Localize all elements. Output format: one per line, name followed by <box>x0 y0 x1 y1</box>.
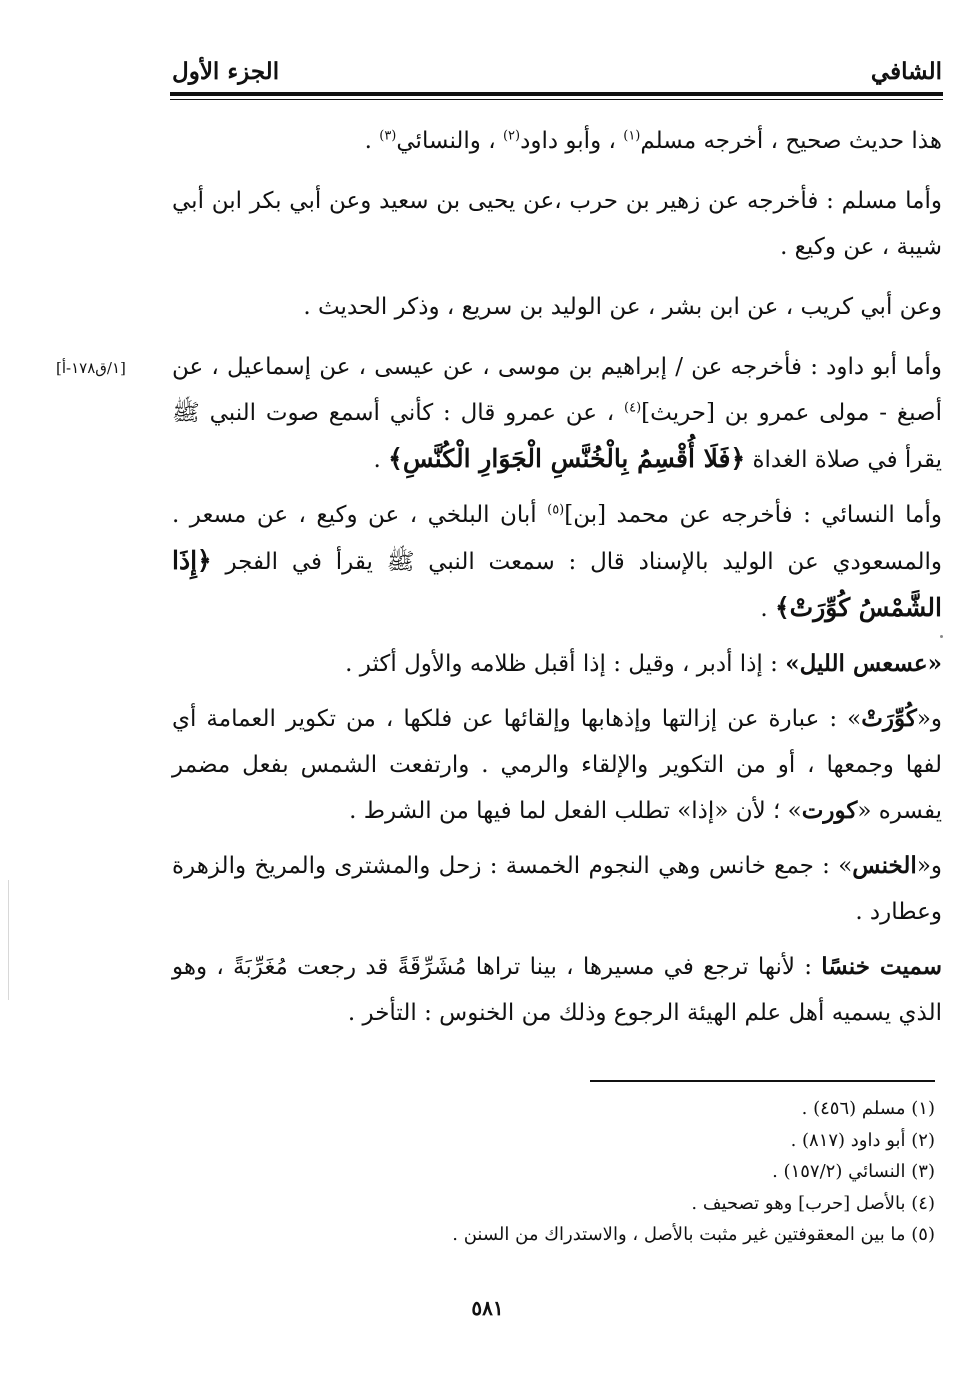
glossed-term: كُوِّرَتْ <box>861 705 917 732</box>
paragraph-text: ، والنسائي <box>396 128 503 154</box>
paragraph-text: وأما أبو داود : فأخرجه عن / إبراهيم بن موسى ، عن عيسى ، عن إسماعيل ، عن أصبغ - مولى عمرو بن [حريث] <box>172 354 942 426</box>
footnote-3: (٣) النسائي (١٥٧/٢) . <box>772 1161 935 1182</box>
footnote-ref-3[interactable]: (٣) <box>379 128 397 144</box>
paragraph-text: هذا حديث صحيح ، أخرجه مسلم <box>640 128 942 154</box>
paragraph-text: : إذا أدبر ، وقيل : إذا أقبل ظلامه والأول أكثر . <box>345 651 786 677</box>
footnote-ref-1[interactable]: (١) <box>623 128 641 144</box>
paragraph-1 <box>172 118 942 164</box>
paragraph-text: أبان البلخي ، عن وكيع ، عن مسعر . والمسعودي عن الوليد بالإسناد قال : سمعت النبي ﷺ يقرأ في الفجر <box>172 502 942 575</box>
header-rule-thin <box>170 99 943 100</box>
scan-speck <box>940 635 943 638</box>
running-header-volume: الجزء الأول <box>172 58 280 85</box>
footnote-separator <box>590 1080 935 1082</box>
running-header-book-title: الشافي <box>870 58 942 85</box>
paragraph-9 <box>172 944 942 1036</box>
quran-verse: ﴿إِذَا الشَّمْسُ كُوِّرَتْ﴾ <box>172 546 942 622</box>
paragraph-7 <box>172 696 942 834</box>
main-text <box>172 118 942 1045</box>
footnote-ref-5[interactable]: (٥) <box>547 502 565 518</box>
paragraph-text: . <box>364 128 380 154</box>
manuscript-folio-marker: [١/ق١٧٨-أ] <box>56 359 126 377</box>
paragraph-6 <box>172 641 942 687</box>
page-number: ٥٨١ <box>471 1296 504 1320</box>
paragraph-text: و« <box>916 853 942 879</box>
paragraph-text: : لأنها ترجع في مسيرها ، بينا تراها مُشَرِّقَةً قد رجعت مُغَرِّبَةً ، وهو الذي يسميه أهل علم الهيئة الرجوع وذلك من الخنوس : التأخر . <box>172 954 942 1026</box>
paragraph-5 <box>172 492 942 632</box>
footnote-ref-4[interactable]: (٤) <box>624 400 642 416</box>
quran-verse: ﴿فَلَا أُقْسِمُ بِالْخُنَّسِ الْجَوَارِ الْكُنَّسِ﴾ <box>388 444 746 473</box>
paragraph-text: » ؛ لأن «إذا» تطلب الفعل لما فيها من الشرط . <box>349 798 802 824</box>
paragraph-2: وأما مسلم : فأخرجه عن زهير بن حرب ،عن يحيى بن سعيد وعن أبي بكر ابن أبي شيبة ، عن وكيع . <box>172 188 942 260</box>
glossed-term: كورت <box>801 797 858 824</box>
glossed-term: الخنس <box>852 852 917 879</box>
footnote-4: (٤) بالأصل [حرب] وهو تصحيف . <box>691 1192 935 1214</box>
paragraph-text: » : عبارة عن إزالتها وإذهابها وإلقائها عن فلكها ، من تكوير العمامة أي لفها وجمعها ، أو من التكوير والإلقاء والرمي . وارتفعت الشمس بفعل مضمر يفسره « <box>172 706 942 824</box>
paragraph-text: . <box>373 447 389 473</box>
paragraph-text: و« <box>916 706 942 732</box>
footnote-2: (٢) أبو داود (٨١٧) . <box>790 1129 935 1151</box>
paragraph-text: وأما النسائي : فأخرجه عن محمد [بن] <box>564 502 942 528</box>
paragraph-8 <box>172 843 942 935</box>
footnotes <box>175 1093 935 1251</box>
footnote-1: (١) مسلم (٤٥٦) . <box>801 1098 935 1119</box>
footnote-ref-2[interactable]: (٢) <box>502 128 521 144</box>
footnote-5: (٥) ما بين المعقوفتين غير مثبت بالأصل ، والاستدراك من السنن . <box>452 1224 935 1245</box>
paragraph-text: ، عن عمرو قال : كأني أسمع صوت النبي ﷺ يقرأ في صلاة الغداة <box>172 400 942 473</box>
paragraph-text: ، وأبو داود <box>520 128 624 154</box>
header-rule-thick <box>170 92 943 96</box>
glossed-term: سميت خنسًا <box>821 953 942 980</box>
paragraph-3: وعن أبي كريب ، عن ابن بشر ، عن الوليد بن سريع ، وذكر الحديث . <box>303 294 942 320</box>
paragraph-4 <box>172 344 942 483</box>
scan-edge-mark <box>8 880 9 1000</box>
paragraph-text: . <box>760 596 776 622</box>
paragraph-text: » : جمع خانس وهي النجوم الخمسة : زحل والمشترى والمريخ والزهرة وعطارد . <box>172 853 942 925</box>
glossed-term: «عسعس الليل» <box>785 650 942 677</box>
